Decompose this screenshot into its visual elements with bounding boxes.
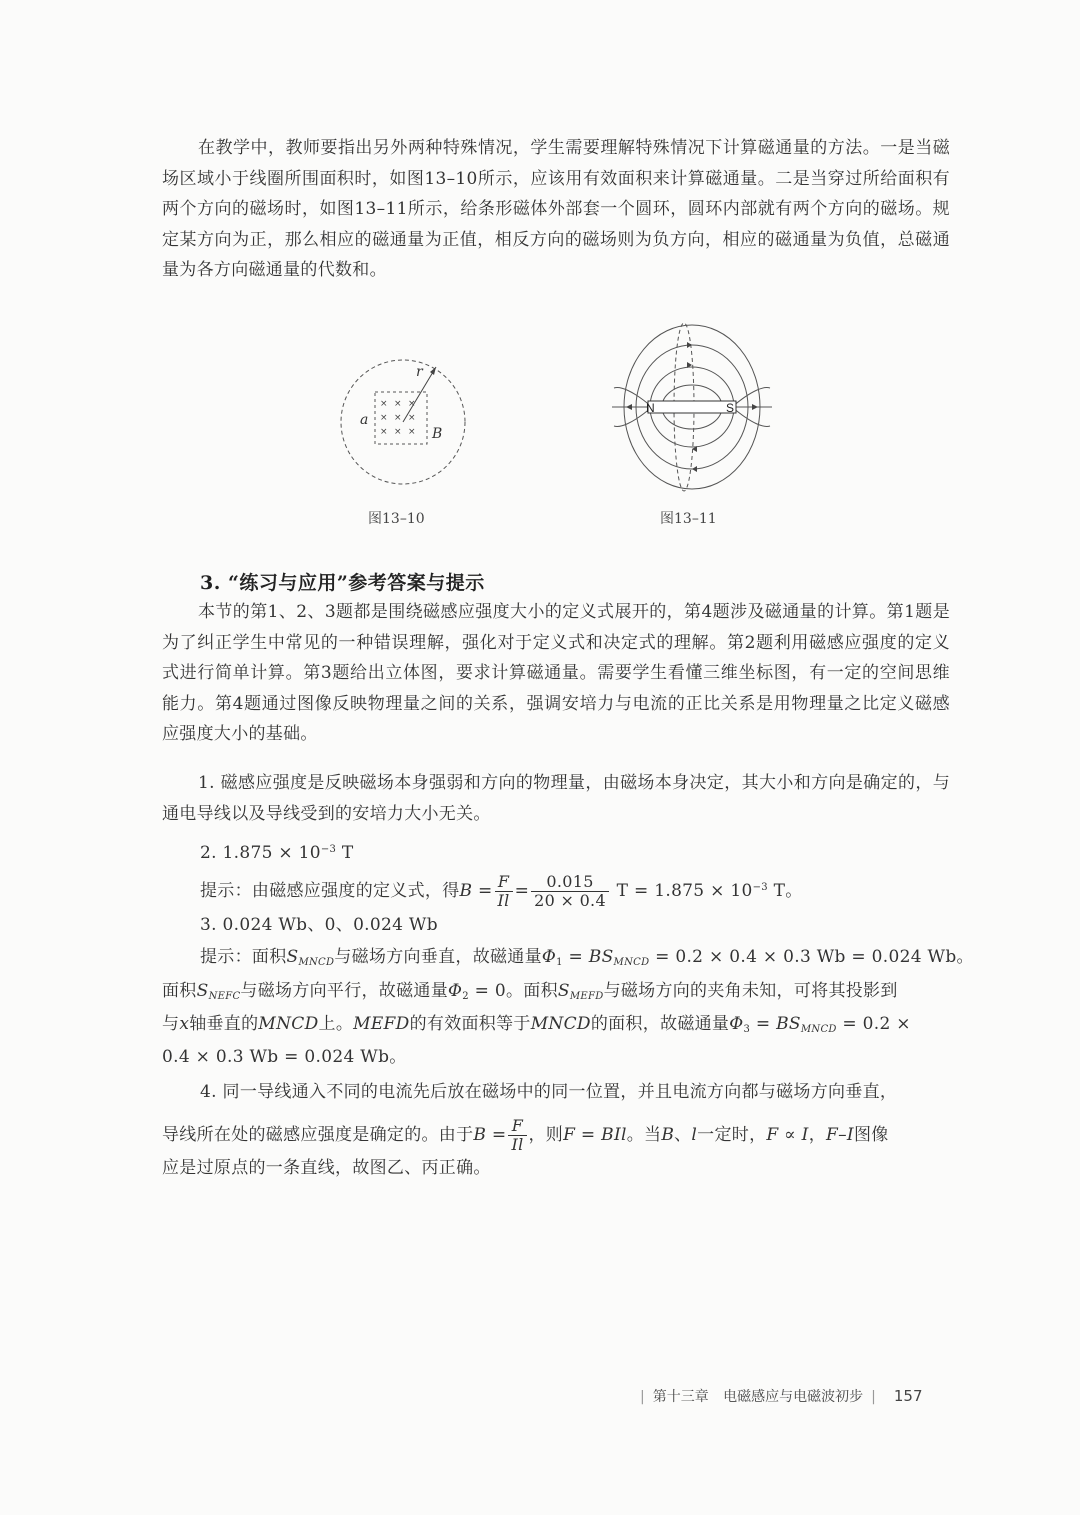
- answer-4-line1: 4. 同一导线通入不同的电流先后放在磁场中的同一位置，并且电流方向都与磁场方向垂直，: [200, 1082, 898, 1102]
- figure-13-11-caption: 图13–11: [660, 511, 717, 527]
- label-N: N: [646, 401, 655, 415]
- label-B: B: [432, 426, 443, 442]
- svg-text:×: ×: [394, 399, 402, 409]
- footer-chapter: 第十三章: [652, 1389, 709, 1405]
- figure-13-11: [612, 320, 772, 500]
- answer-1: 1. 磁感应强度是反映磁场本身强弱和方向的物理量，由磁场本身决定，其大小和方向是确定的，与通电导线以及导线受到的安培力大小无关。: [162, 773, 950, 824]
- figure-13-10-caption: 图13–10: [368, 511, 425, 527]
- svg-text:×: ×: [408, 427, 416, 437]
- page-number: 157: [893, 1387, 923, 1405]
- answer-3-hint-line1: 提示：面积$S_{MNCD}$与磁场方向垂直，故磁通量$\Phi_1 = BS_{MNCD} = 0.2 \times 0.4 \times 0.3$ Wb = 0.024 Wb。: [200, 947, 974, 968]
- label-S: S: [726, 401, 735, 415]
- label-a: a: [360, 412, 369, 428]
- bar-magnet: [648, 401, 736, 413]
- cross-marks: [380, 399, 416, 437]
- answer-3: 3. 0.024 Wb、0、0.024 Wb: [200, 915, 438, 935]
- svg-text:×: ×: [408, 413, 416, 423]
- label-r: r: [416, 364, 423, 380]
- answer-4-line2: 导线所在处的磁感应强度是确定的。由于B = $\frac{F}{Il}$ ，则F = BIl。当B、l一定时，F ∝ I，F–I图像: [162, 1116, 889, 1154]
- page-footer: | 第十三章 电磁感应与电磁波初步 | 157: [640, 1387, 923, 1405]
- field-line: [732, 407, 770, 426]
- overview-paragraph: 本节的第1、2、3题都是围绕磁感应强度大小的定义式展开的，第4题涉及磁通量的计算。第1题是为了纠正学生中常见的一种错误理解，强化对于定义式和决定式的理解。第2题利用磁感应强度的定义式进行简单计算。第3题给出立体图，要求计算磁通量。需要学生看懂三维坐标图，有一定的空间思维能力。第4题通过图像反映物理量之间的关系，强调安培力与电流的正比关系是用物理量之比定义磁感应强度大小的基础。: [162, 602, 950, 744]
- answer-2: 2. $1.875 \times 10^{-3}$ T: [200, 843, 354, 863]
- figure-13-10: [340, 350, 470, 490]
- svg-text:×: ×: [380, 413, 388, 423]
- answer-4-line3: 应是过原点的一条直线，故图乙、丙正确。: [162, 1158, 491, 1178]
- answer-2-hint: 提示：由磁感应强度的定义式，得B = $\frac{F}{Il}$ = $\frac{0.015}{20 \times 0.4}$ $T = 1.875 \times 10^{-3}$ T。: [200, 872, 803, 910]
- intro-paragraph: 在教学中，教师要指出另外两种特殊情况，学生需要理解特殊情况下计算磁通量的方法。一是当磁场区域小于线圈所围面积时，如图13–10所示，应该用有效面积来计算磁通量。二是当穿过所给面积有两个方向的磁场时，如图13–11所示，给条形磁体外部套一个圆环，圆环内部就有两个方向的磁场。规定某方向为正，那么相应的磁通量为正值，相反方向的磁场则为负方向，相应的磁通量为负值，总磁通量为各方向磁通量的代数和。: [162, 138, 950, 280]
- answer-3-hint-line2: 面积$S_{NEFC}$与磁场方向平行，故磁通量$\Phi_2 = 0$。面积$S_{MEFD}$与磁场方向的夹角未知，可将其投影到: [162, 981, 898, 1002]
- footer-title: 电磁感应与电磁波初步: [723, 1389, 864, 1405]
- answer-3-hint-line3: 与x轴垂直的MNCD上。MEFD的有效面积等于MNCD的面积，故磁通量$\Phi_3 = BS_{MNCD} = 0.2$ ×: [162, 1014, 911, 1035]
- svg-text:×: ×: [408, 399, 416, 409]
- svg-text:×: ×: [394, 427, 402, 437]
- answer-3-hint-line4: 0.4 × 0.3 Wb = 0.024 Wb。: [162, 1047, 407, 1067]
- field-line: [732, 388, 770, 407]
- svg-text:×: ×: [380, 399, 388, 409]
- svg-text:×: ×: [394, 413, 402, 423]
- svg-text:×: ×: [380, 427, 388, 437]
- section-heading: 3. “练习与应用”参考答案与提示: [200, 572, 485, 594]
